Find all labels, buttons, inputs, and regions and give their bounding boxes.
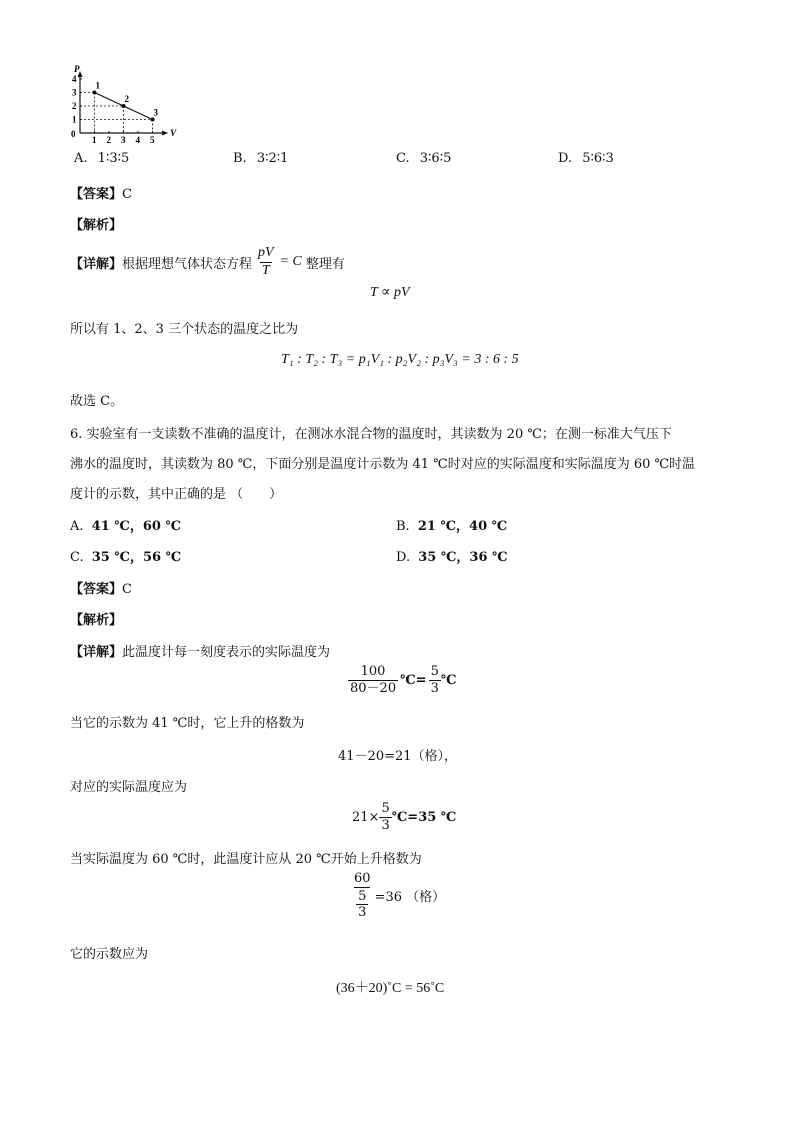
q6-option-d	[396, 546, 508, 565]
q5-option-a-text: 1∶3∶5	[97, 151, 130, 166]
q5-option-d-letter: D.	[558, 151, 573, 166]
q6-stem-line-2: 沸水的温度时，其读数为 80 ℃，下面分别是温度计示数为 41 ℃时对应的实际温度和实际温度为 60 ℃时温	[70, 457, 696, 472]
q6-option-b-letter: B.	[396, 519, 410, 534]
q6-actual-pre: 21×	[352, 809, 380, 825]
q6-option-c	[70, 546, 181, 565]
q5-state-equation-fraction	[256, 246, 276, 278]
q6-stem-line-3: 度计的示数，其中正确的是 （ ）	[70, 487, 283, 502]
q6-scale-result-numerator: 5	[430, 664, 439, 679]
q6-option-d-letter: D.	[396, 550, 411, 565]
q6-option-a-text: 41 ℃，60 ℃	[91, 519, 182, 534]
q5-option-b-text: 3∶2∶1	[256, 151, 289, 166]
q6-scale-result-denominator: 3	[430, 680, 439, 696]
q6-scale-denominator: 80－20	[350, 680, 397, 696]
q6-analysis-tag: 【解析】	[70, 613, 123, 628]
q6-formula-actual	[352, 802, 456, 832]
q6-formula-result: (36＋20)˚C = 56˚C	[336, 981, 445, 996]
q6-scale-fraction	[348, 665, 398, 695]
q6-reading-numerator: 60	[354, 871, 371, 886]
q5-option-c-letter: C.	[396, 151, 410, 166]
q5-eq-numerator: pV	[258, 245, 274, 260]
q6-reading-inner-numerator: 5	[358, 888, 367, 904]
q6-formula-divisions: 41－20=21（格），	[338, 749, 458, 764]
pv-chart	[62, 58, 186, 144]
y-tick-label-1: 1	[72, 114, 77, 125]
q5-answer	[70, 183, 132, 202]
q5-option-a-letter: A.	[74, 151, 88, 166]
q6-reading-denominator	[354, 887, 370, 920]
q6-option-a-letter: A.	[70, 519, 84, 534]
state-point-3	[151, 118, 155, 122]
q6-answer-value: C	[122, 582, 132, 597]
x-tick-label-3: 3	[121, 135, 126, 144]
q5-conclusion: 故选 C。	[70, 394, 124, 409]
state-label-3: 3	[153, 107, 158, 118]
q6-answer-tag: 【答案】	[70, 582, 123, 597]
q6-scale-result-fraction	[429, 665, 441, 695]
q5-ratio-intro: 所以有 1、2、3 三个状态的温度之比为	[70, 322, 299, 337]
q5-formula-ratio: T₁ : T₂ : T₃ = p₁V₁ : p₂V₂ : p₃V₃ = 3 : 6 : 5	[281, 352, 519, 367]
q6-scale-unit: ℃	[440, 672, 457, 688]
q6-para-2: 当它的示数为 41 ℃时，它上升的格数为	[70, 716, 305, 731]
q6-scale-mid: ℃=	[400, 672, 427, 688]
y-tick-label-2: 2	[72, 101, 77, 111]
q5-option-b	[233, 151, 288, 166]
q5-detail-before: 根据理想气体状态方程	[122, 256, 253, 272]
q5-option-d	[558, 151, 614, 166]
state-point-2	[122, 104, 126, 108]
q6-answer	[70, 578, 132, 597]
x-tick-label-5: 5	[150, 135, 155, 144]
q6-formula-reading	[352, 872, 445, 920]
q6-actual-denominator: 3	[381, 817, 390, 833]
q6-para-4: 当实际温度为 60 ℃时，此温度计应从 20 ℃开始上升格数为	[70, 852, 422, 867]
q6-actual-numerator: 5	[381, 801, 390, 816]
q6-option-a	[70, 515, 181, 534]
y-tick-label-3: 3	[72, 87, 77, 98]
q6-option-c-text: 35 ℃，56 ℃	[91, 550, 182, 565]
q5-analysis-tag: 【解析】	[70, 218, 123, 233]
q5-formula-proportional: T ∝ pV	[370, 285, 410, 300]
q6-actual-post: ℃=35 ℃	[391, 809, 457, 825]
q6-option-b-text: 21 ℃，40 ℃	[417, 519, 508, 534]
q5-eq-denominator: T	[261, 262, 270, 278]
q6-formula-scale	[348, 665, 456, 695]
q5-option-d-text: 5∶6∶3	[582, 151, 614, 166]
x-axis-label: V	[170, 128, 177, 138]
x-axis-arrow	[162, 131, 168, 136]
q6-option-b	[396, 515, 507, 534]
q6-detail-text: 此温度计每一刻度表示的实际温度为	[122, 645, 331, 660]
q6-reading-fraction	[352, 872, 373, 920]
q6-option-c-letter: C.	[70, 550, 84, 565]
x-tick-label-4: 4	[135, 135, 140, 144]
q6-actual-fraction	[379, 802, 391, 832]
q6-detail-tag: 【详解】	[70, 645, 123, 660]
q5-option-b-letter: B.	[233, 151, 247, 166]
q6-reading-inner-denominator: 3	[358, 905, 367, 921]
state-point-1	[93, 91, 97, 95]
state-label-1: 1	[95, 80, 100, 91]
q6-para-5: 它的示数应为	[70, 947, 149, 962]
q5-detail	[70, 246, 345, 278]
q5-answer-tag: 【答案】	[70, 187, 123, 202]
y-tick-label-4: 4	[72, 74, 77, 84]
y-axis-label: P	[74, 63, 80, 74]
q6-detail	[70, 641, 330, 660]
q6-reading-post: =36 （格）	[374, 890, 446, 906]
q5-option-a	[74, 151, 129, 166]
origin-label: 0	[71, 129, 76, 139]
q5-detail-after: 整理有	[305, 256, 345, 272]
x-tick-label-1: 1	[92, 135, 97, 144]
q5-detail-tag: 【详解】	[70, 256, 123, 272]
q6-reading-inner-fraction	[356, 890, 368, 920]
q6-para-3: 对应的实际温度应为	[70, 780, 188, 795]
q5-answer-value: C	[122, 187, 132, 202]
q5-option-c	[396, 151, 451, 166]
q6-option-d-text: 35 ℃，36 ℃	[418, 550, 508, 565]
q5-eq-rhs: = C	[279, 254, 302, 270]
x-tick-label-2: 2	[106, 135, 111, 144]
q6-stem-line-1: 6. 实验室有一支读数不准确的温度计，在测冰水混合物的温度时，其读数为 20 ℃；在测一标准大气压下	[70, 427, 672, 442]
q5-option-c-text: 3∶6∶5	[419, 151, 452, 166]
state-label-2: 2	[124, 94, 129, 104]
q6-scale-numerator: 100	[360, 664, 386, 679]
